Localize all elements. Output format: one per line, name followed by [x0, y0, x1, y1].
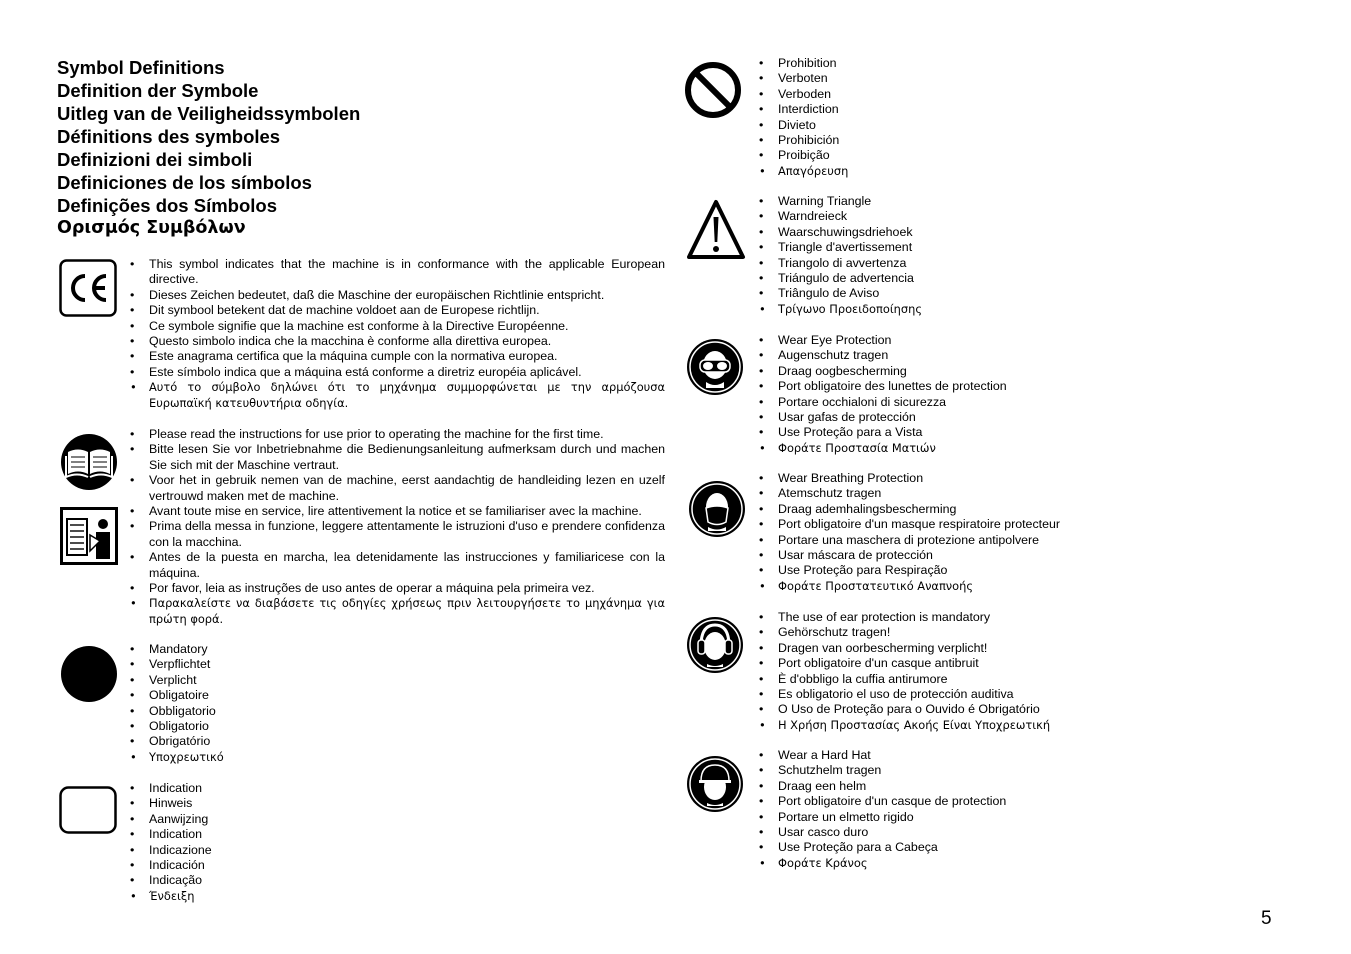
list-item: • Indicazione [130, 843, 430, 858]
list-item: • Verplicht [130, 673, 430, 688]
list-item: • Indicación [130, 858, 430, 873]
title-el: Ορισμός Συμβόλων [57, 218, 246, 238]
list-item: • Φοράτε Κράνος [759, 856, 1209, 871]
list-item: • Ένδειξη [130, 889, 430, 904]
list-item: • Usar máscara de protección [759, 548, 1209, 563]
list-item: • Questo simbolo indica che la macchina è conforme alla direttiva europea. [130, 334, 665, 349]
list-item: • Use Proteção para Respiração [759, 563, 1209, 578]
list-item: • Verboten [759, 71, 1209, 86]
list-item: • Draag een helm [759, 779, 1209, 794]
list-item: • Ce symbole signifie que la machine est conforme à la Directive Européenne. [130, 319, 665, 334]
list-item: • Triángulo de advertencia [759, 271, 1209, 286]
list-item: • Aanwijzing [130, 812, 430, 827]
list-item: • Τρίγωνο Προειδοποίησης [759, 302, 1209, 317]
list-item: • Usar casco duro [759, 825, 1209, 840]
list-item: • Proibição [759, 148, 1209, 163]
list-item: • Draag ademhalingsbescherming [759, 502, 1209, 517]
list-item: • Antes de la puesta en marcha, lea detenidamente las instrucciones y familiaricese con la máquina. [130, 550, 665, 581]
list-item: • Φοράτε Προστασία Ματιών [759, 441, 1209, 456]
title-de: Definition der Symbole [57, 80, 259, 101]
list-item: • Dragen van oorbescherming verplicht! [759, 641, 1209, 656]
title-block [57, 56, 360, 240]
list-item: • Port obligatoire d'un masque respiratoire protecteur [759, 517, 1209, 532]
list-item: • The use of ear protection is mandatory [759, 610, 1209, 625]
list-item: • Dit symbool betekent dat de machine voldoet aan de Europese richtlijn. [130, 303, 665, 318]
mandatory-list [130, 642, 430, 765]
list-item: • Wear Eye Protection [759, 333, 1209, 348]
ear-protection-list [759, 610, 1209, 733]
title-pt: Definições dos Símbolos [57, 195, 277, 216]
list-item: • Η Χρήση Προστασίας Ακοής Είναι Υποχρεωτική [759, 718, 1209, 733]
prohibition-list [759, 56, 1209, 179]
list-item: • Voor het in gebruik nemen van de machine, eerst aandachtig de handleiding lezen en uzelf vertrouwd maken met de machine. [130, 473, 665, 504]
eye-protection-list [759, 333, 1209, 456]
list-item: • Wear a Hard Hat [759, 748, 1209, 763]
list-item: • Παρακαλείστε να διαβάσετε τις οδηγίες χρήσεως πριν λειτουργήσετε το μηχάνημα για πρώτη φορά. [130, 596, 665, 627]
list-item: • Avant toute mise en service, lire attentivement la notice et se familiariser avec la machine. [130, 504, 665, 519]
list-item: • Divieto [759, 118, 1209, 133]
warning-triangle-list [759, 194, 1209, 317]
list-item: • Obligatorio [130, 719, 430, 734]
list-item: • Portare occhialoni di sicurezza [759, 395, 1209, 410]
list-item: • Use Proteção para a Cabeça [759, 840, 1209, 855]
list-item: • Dieses Zeichen bedeutet, daß die Maschine der europäischen Richtlinie entspricht. [130, 288, 665, 303]
list-item: • Port obligatoire d'un casque de protection [759, 794, 1209, 809]
page-number: 5 [1261, 908, 1272, 929]
list-item: • Schutzhelm tragen [759, 763, 1209, 778]
list-item: • Prohibition [759, 56, 1209, 71]
list-item: • Draag oogbescherming [759, 364, 1209, 379]
list-item: • Prohibición [759, 133, 1209, 148]
list-item: • Triangle d'avertissement [759, 240, 1209, 255]
list-item: • Obrigatório [130, 734, 430, 749]
list-item: • Warndreieck [759, 209, 1209, 224]
list-item: • Prima della messa in funzione, leggere attentamente le istruzioni d'uso e prendere confidenza con la macchina. [130, 519, 665, 550]
list-item: • Indication [130, 827, 430, 842]
list-item: • Please read the instructions for use prior to operating the machine for the first time. [130, 427, 665, 442]
list-item: • Verpflichtet [130, 657, 430, 672]
breathing-protection-icon [688, 480, 746, 538]
list-item: • Indication [130, 781, 430, 796]
list-item: • Usar gafas de protección [759, 410, 1209, 425]
list-item: • Es obligatorio el uso de protección auditiva [759, 687, 1209, 702]
title-it: Definizioni dei simboli [57, 149, 253, 170]
list-item: • Warning Triangle [759, 194, 1209, 209]
list-item: • Indicação [130, 873, 430, 888]
title-en: Symbol Definitions [57, 57, 225, 78]
read-manual-list [130, 427, 665, 627]
list-item: • Port obligatoire d'un casque antibruit [759, 656, 1209, 671]
hard-hat-icon [686, 755, 744, 813]
list-item: • Υποχρεωτικό [130, 750, 430, 765]
list-item: • Use Proteção para a Vista [759, 425, 1209, 440]
list-item: • Obbligatorio [130, 704, 430, 719]
read-manual-book-icon [60, 433, 118, 491]
breathing-protection-list [759, 471, 1209, 594]
list-item: • Portare un elmetto rigido [759, 810, 1209, 825]
title-fr: Définitions des symboles [57, 126, 281, 147]
ear-protection-icon [686, 616, 744, 674]
ce-mark-icon [59, 259, 117, 317]
list-item: • Απαγόρευση [759, 164, 1209, 179]
list-item: • Augenschutz tragen [759, 348, 1209, 363]
list-item: • Por favor, leia as instruções de uso antes de operar a máquina pela primeira vez. [130, 581, 665, 596]
list-item: • Interdiction [759, 102, 1209, 117]
warning-triangle-icon [686, 199, 746, 261]
list-item: • È d'obbligo la cuffia antirumore [759, 672, 1209, 687]
list-item: • Waarschuwingsdriehoek [759, 225, 1209, 240]
list-item: • Mandatory [130, 642, 430, 657]
eye-protection-icon [686, 338, 744, 396]
list-item: • Verboden [759, 87, 1209, 102]
prohibition-icon [684, 61, 742, 119]
indication-rectangle-icon [59, 786, 117, 834]
list-item: • Hinweis [130, 796, 430, 811]
list-item: • Atemschutz tragen [759, 486, 1209, 501]
list-item: • Φοράτε Προστατευτικό Αναπνοής [759, 579, 1209, 594]
list-item: • Gehörschutz tragen! [759, 625, 1209, 640]
list-item: • Este anagrama certifica que la máquina cumple con la normativa europea. [130, 349, 665, 364]
title-es: Definiciones de los símbolos [57, 172, 312, 193]
mandatory-circle-icon [60, 645, 118, 703]
list-item: • Bitte lesen Sie vor Inbetriebnahme die Bedienungsanleitung aufmerksam durch und machen Sie sich mit der Maschine vertraut. [130, 442, 665, 473]
list-item: • This symbol indicates that the machine is in conformance with the applicable European directive. [130, 257, 665, 288]
list-item: • Triangolo di avvertenza [759, 256, 1209, 271]
list-item: • Portare una maschera di protezione antipolvere [759, 533, 1209, 548]
indication-list [130, 781, 430, 904]
ce-mark-list [130, 257, 665, 411]
list-item: • O Uso de Proteção para o Ouvido é Obrigatório [759, 702, 1209, 717]
list-item: • Este símbolo indica que a máquina está conforme a diretriz européia aplicável. [130, 365, 665, 380]
hard-hat-list [759, 748, 1209, 871]
list-item: • Port obligatoire des lunettes de protection [759, 379, 1209, 394]
list-item: • Triângulo de Aviso [759, 286, 1209, 301]
list-item: • Αυτό το σύμβολο δηλώνει ότι το μηχάνημα συμμορφώνεται με την αρμόζουσα Ευρωπαϊκή κατευθυντήρια οδηγία. [130, 380, 665, 411]
read-manual-person-icon [60, 507, 118, 565]
list-item: • Wear Breathing Protection [759, 471, 1209, 486]
list-item: • Obligatoire [130, 688, 430, 703]
title-nl: Uitleg van de Veiligheidssymbolen [57, 103, 361, 124]
